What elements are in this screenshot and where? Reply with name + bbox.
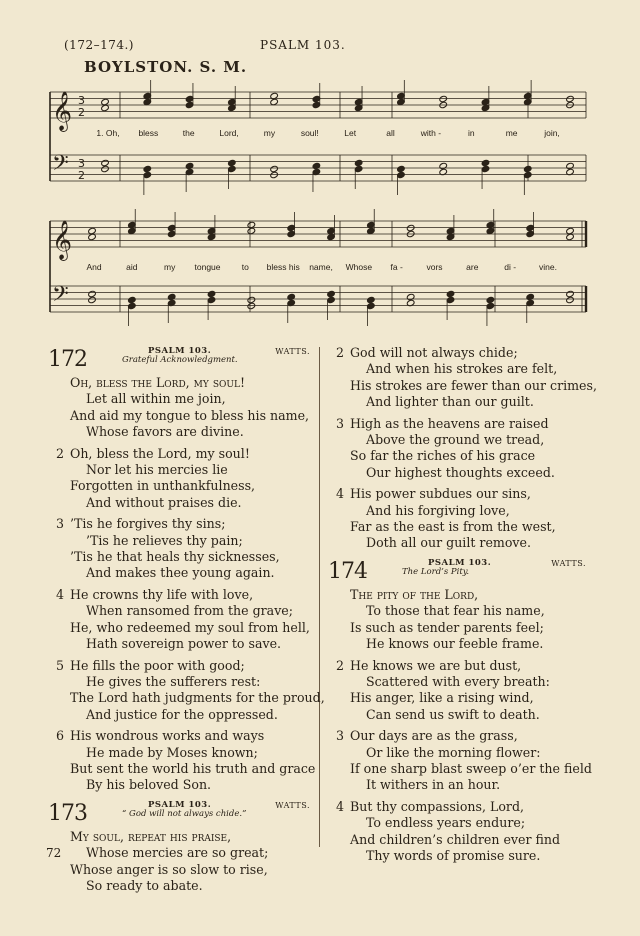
lyric-word: me [505,128,518,138]
verse-line-text: Whose mercies are so great; [86,845,269,861]
verse [48,587,312,653]
note-head [88,227,97,234]
hymn-subtitle: “ God will not always chide.” [122,808,247,819]
note-head [228,98,237,105]
verse-line-text: God will not always chide; [350,345,518,360]
verse-line [48,549,312,565]
note-head [446,227,455,234]
verse-line: 4 He crowns thy life with love, [56,586,254,602]
note-head [486,296,495,303]
note-head [185,95,194,102]
verse-line [328,465,588,481]
note-head [143,165,152,172]
note-head [439,162,448,169]
note-head [207,233,216,240]
note-head [88,290,97,297]
verse-line: 2 Oh, bless the Lord, my soul! [56,445,250,461]
lyric-word: Whose [345,262,373,272]
verse-line: 2 God will not always chide; [336,345,518,360]
left-column [48,345,325,899]
note-head [88,233,97,240]
right-column [328,345,597,869]
time-signature-top: 3 [78,157,85,170]
verse-line-text: Above the ground we tread, [366,432,545,448]
verse-line [328,503,588,519]
note-head [143,98,152,105]
note-head [143,171,152,178]
note-head [566,290,575,297]
note-head [397,98,406,105]
time-signature-bottom: 2 [78,169,85,182]
verse [48,446,312,512]
note-head [486,227,495,234]
verse-line-text: And when his strokes are felt, [366,361,558,377]
hymn-number: 173 [48,800,87,826]
note-head [354,104,363,111]
verse-line [48,391,312,407]
verse [328,486,588,552]
verse-line-text: Forgotten in unthankfulness, [70,478,256,494]
verse-line-text: Doth all our guilt remove. [366,535,531,551]
verse-line [48,620,312,636]
verse-line-text: It withers in an hour. [366,777,501,793]
verse-line-text: And makes thee young again. [86,565,275,581]
hymn-range: (172–174.) [64,38,134,52]
lyric-word: name, [309,262,333,272]
verse-line [328,636,588,652]
note-head [367,296,376,303]
note-head [167,230,176,237]
lyric-word: join, [544,128,560,138]
verse-line-text: Oh, bless the Lord, my soul! [70,445,250,461]
verse-line-text: He, who redeemed my soul from hell, [70,619,310,635]
note-head [327,290,336,297]
note-head [327,296,336,303]
note-head [228,159,237,166]
verse [328,587,588,653]
lyric-word: tongue [194,262,221,272]
verse-line-text: His power subdues our sins, [350,486,531,502]
verse-line [48,707,312,723]
verse-line-text: Scattered with every breath: [366,673,550,689]
note-head [128,296,137,303]
verse-line [328,394,588,410]
verse-line [328,361,588,377]
verse-line [48,745,312,761]
verse-line [48,565,312,581]
note-head [247,227,256,234]
verse-line-text: My soul, repeat his praise, [70,828,232,844]
verse-line [48,408,312,424]
verse-line-text: He crowns thy life with love, [70,586,254,602]
verse-line-text: He made by Moses known; [86,744,258,760]
hymn-subtitle: Grateful Acknowledgment. [122,355,238,365]
hymn-psalm: PSALM 103. [148,346,212,356]
verse-line: 2 He knows we are but dust, [336,657,522,673]
verse [328,658,588,724]
lyric-word: Let [344,128,357,138]
verse [48,375,312,441]
verse-line-text: Oh, bless the Lord, my soul! [70,375,246,390]
verse [328,799,588,865]
lyric-word: bless [138,128,159,138]
note-head [481,98,490,105]
verse-line [48,690,325,706]
verse-line-text: Can send us swift to death. [366,706,540,722]
time-signature-bottom: 2 [78,106,85,119]
note-head [523,165,532,172]
verse [328,728,592,794]
note-head [523,171,532,178]
note-head [526,293,535,300]
hymn-psalm: PSALM 103. [148,799,212,810]
verse-line: 3 High as the heavens are raised [336,415,549,431]
note-head [101,104,110,111]
lyric-word: soul! [300,128,319,138]
verse-line [48,829,312,845]
lyric-word: the [182,128,195,138]
lyric-word: di - [504,262,517,272]
verse-line-text: And justice for the oppressed. [86,706,278,722]
note-head [406,293,415,300]
verse-line [48,533,312,549]
bass-clef-icon: 𝄢 [52,151,69,181]
verse-line [48,603,312,619]
hymn-author: WATTS. [275,800,310,810]
note-head [312,162,321,169]
verse-line-text: He knows our feeble frame. [366,636,544,652]
verse-line [328,707,588,723]
page-number: 72 [46,846,62,860]
hymn-header [48,345,312,375]
hymn-header [328,557,588,587]
lyric-word: are [466,262,479,272]
lyric-word: And [86,262,102,272]
hymn-header [48,799,312,829]
verse-line [48,674,312,690]
note-head [367,302,376,309]
verse-line-text: Whose anger is so slow to rise, [70,861,268,877]
note-head [247,296,256,303]
verse-line-text: And his forgiving love, [366,502,510,518]
verse-line-text: His wondrous works and ways [70,728,265,744]
verse-line [328,745,588,761]
verse-line [328,620,588,636]
lyric-word: Lord, [219,128,239,138]
verse-line [48,478,312,494]
note-head [566,296,575,303]
page-psalm-heading: PSALM 103. [260,38,346,52]
verse-line: 5 He fills the poor with good; [56,657,245,673]
note-head [185,101,194,108]
verse-line [328,815,588,831]
note-head [101,159,110,166]
verse-line [48,760,316,777]
verse-line: 4 But thy compassions, Lord, [336,798,525,814]
note-head [327,233,336,240]
note-head [101,165,110,172]
note-head [327,227,336,234]
verse-line-text: To those that fear his name, [366,603,545,619]
verse-line-text: Our highest thoughts exceed. [366,464,555,480]
note-head [167,293,176,300]
verse-line: 6 His wondrous works and ways [56,728,265,744]
lyric-word: my [263,128,276,138]
verse-line-text: And aid my tongue to bless his name, [70,407,310,423]
verse-line-text: And children’s children ever find [350,831,561,847]
verse-line: 3 ’Tis he forgives thy sins; [56,516,226,532]
note-head [247,302,256,309]
verse-line-text: So ready to abate. [86,877,203,893]
verse-line-text: He knows we are but dust, [350,657,522,673]
note-head [397,171,406,178]
verse-line-text: And lighter than our guilt. [366,394,534,410]
verse-line-text: Let all within me join, [86,391,226,407]
hymn-number: 174 [328,558,367,584]
column-divider [319,347,320,847]
verse-line [328,587,588,603]
lyric-word: my [163,262,176,272]
lyric-word: bless his [266,262,300,272]
verse-line-text: Nor let his mercies lie [86,462,228,478]
verse-line: 3 Our days are as the grass, [336,728,518,744]
verse-line-text: When ransomed from the grave; [86,603,294,619]
note-head [270,171,279,178]
note-head [270,165,279,172]
verse-line [328,432,588,448]
verse-line-text: To endless years endure; [366,815,526,831]
lyric-word: all [386,128,395,138]
verse-line-text: High as the heavens are raised [350,415,549,431]
verse [48,516,312,582]
note-head [406,224,415,231]
note-head [523,98,532,105]
verse-line-text: The Lord hath judgments for the proud, [70,690,325,706]
verse-line-text: If one sharp blast sweep o’er the field [350,760,592,776]
treble-clef-icon: 𝄞 [52,91,73,131]
hymn-author: WATTS. [275,347,310,356]
verse-line [48,862,312,878]
verse-line [328,848,588,864]
note-head [228,165,237,172]
verse-line-text: ’Tis he forgives thy sins; [70,516,226,532]
verse-line-text: But thy compassions, Lord, [350,798,525,814]
note-head [207,290,216,297]
note-head [566,227,575,234]
verse-line-text: By his beloved Son. [86,777,212,793]
verse-line [328,535,588,551]
verse-line-text: The pity of the Lord, [350,586,479,602]
verse-line [48,495,312,511]
verse-line-text: ’Tis he that heals thy sicknesses, [70,549,280,565]
note-head [312,101,321,108]
hymn-number: 172 [48,347,87,372]
note-head [101,98,110,105]
note-head [439,95,448,102]
music-score [0,0,640,330]
note-head [287,293,296,300]
lyric-word: in [467,128,475,138]
note-head [128,302,137,309]
note-head [566,233,575,240]
verse-line-text: Or like the morning flower: [366,744,541,760]
verse-line: 4 His power subdues our sins, [336,486,531,502]
note-head [167,224,176,231]
hymn-subtitle: The Lord’s Pity. [402,566,470,577]
verse [328,345,597,411]
verse [48,657,325,724]
hymn-author: WATTS. [551,558,586,568]
note-head [526,224,535,231]
treble-clef-icon: 𝄞 [52,220,73,260]
verse-line-text: But sent the world his truth and grace [70,760,316,776]
verse-line [48,878,312,894]
verse-line-text: And without praises die. [86,494,242,510]
note-head [446,233,455,240]
verse-line-text: ’Tis he relieves thy pain; [86,532,243,548]
lyric-word: aid [126,262,138,272]
verse-line [328,690,588,706]
verse-line-text: So far the riches of his grace [350,448,536,464]
verse-line-text: His strokes are fewer than our crimes, [350,377,597,393]
verse-line [328,519,588,535]
verse-line-text: His anger, like a rising wind, [350,690,534,706]
note-head [354,159,363,166]
note-head [88,296,97,303]
note-head [566,95,575,102]
lyric-word: with - [420,128,442,138]
verse-line-text: Thy words of promise sure. [366,847,541,863]
note-head [566,162,575,169]
note-head [128,227,137,234]
hymn-psalm: PSALM 103. [428,557,492,568]
bass-clef-icon: 𝄢 [52,282,69,312]
verse-line [48,636,312,652]
time-signature-top: 3 [78,94,85,107]
note-head [270,98,279,105]
verse-line [328,777,588,793]
verse-line [48,845,312,861]
verse-line [328,603,588,619]
note-head [207,227,216,234]
note-head [446,290,455,297]
lyric-word: 1. Oh, [96,128,120,138]
note-head [367,227,376,234]
verse-line-text: Hath sovereign power to save. [86,636,282,652]
note-head [185,162,194,169]
verse-line-text: He gives the sufferers rest: [86,673,261,689]
verse-line [48,462,312,478]
tune-name: BOYLSTON. S. M. [84,58,248,76]
verse-line-text: Is such as tender parents feel; [350,619,544,635]
note-head [354,98,363,105]
note-head [481,159,490,166]
note-head [207,296,216,303]
lyric-word: vors [426,262,443,272]
note-head [312,95,321,102]
verse-line-text: Our days are as the grass, [350,728,518,744]
note-head [446,296,455,303]
lyric-word: fa - [390,262,403,272]
verse-line-text: Whose favors are divine. [86,424,244,440]
verse-line [48,424,312,440]
verse-line-text: Far as the east is from the west, [350,519,556,535]
verse-line-text: He fills the poor with good; [70,657,245,673]
verse [48,829,312,895]
note-head [287,224,296,231]
note-head [287,230,296,237]
verse-line [328,377,597,394]
verse [328,416,588,482]
verse-line [328,832,588,848]
lyric-word: vine. [539,262,557,272]
verse [48,728,316,794]
note-head [481,165,490,172]
note-head [481,104,490,111]
note-head [354,165,363,172]
note-head [526,230,535,237]
verse-line [328,760,592,777]
verse-line [328,674,588,690]
lyric-word: to [241,262,249,272]
note-head [486,302,495,309]
verse-line [48,777,312,793]
verse-line [328,448,588,464]
verse-line [48,375,312,391]
note-head [228,104,237,111]
note-head [397,165,406,172]
